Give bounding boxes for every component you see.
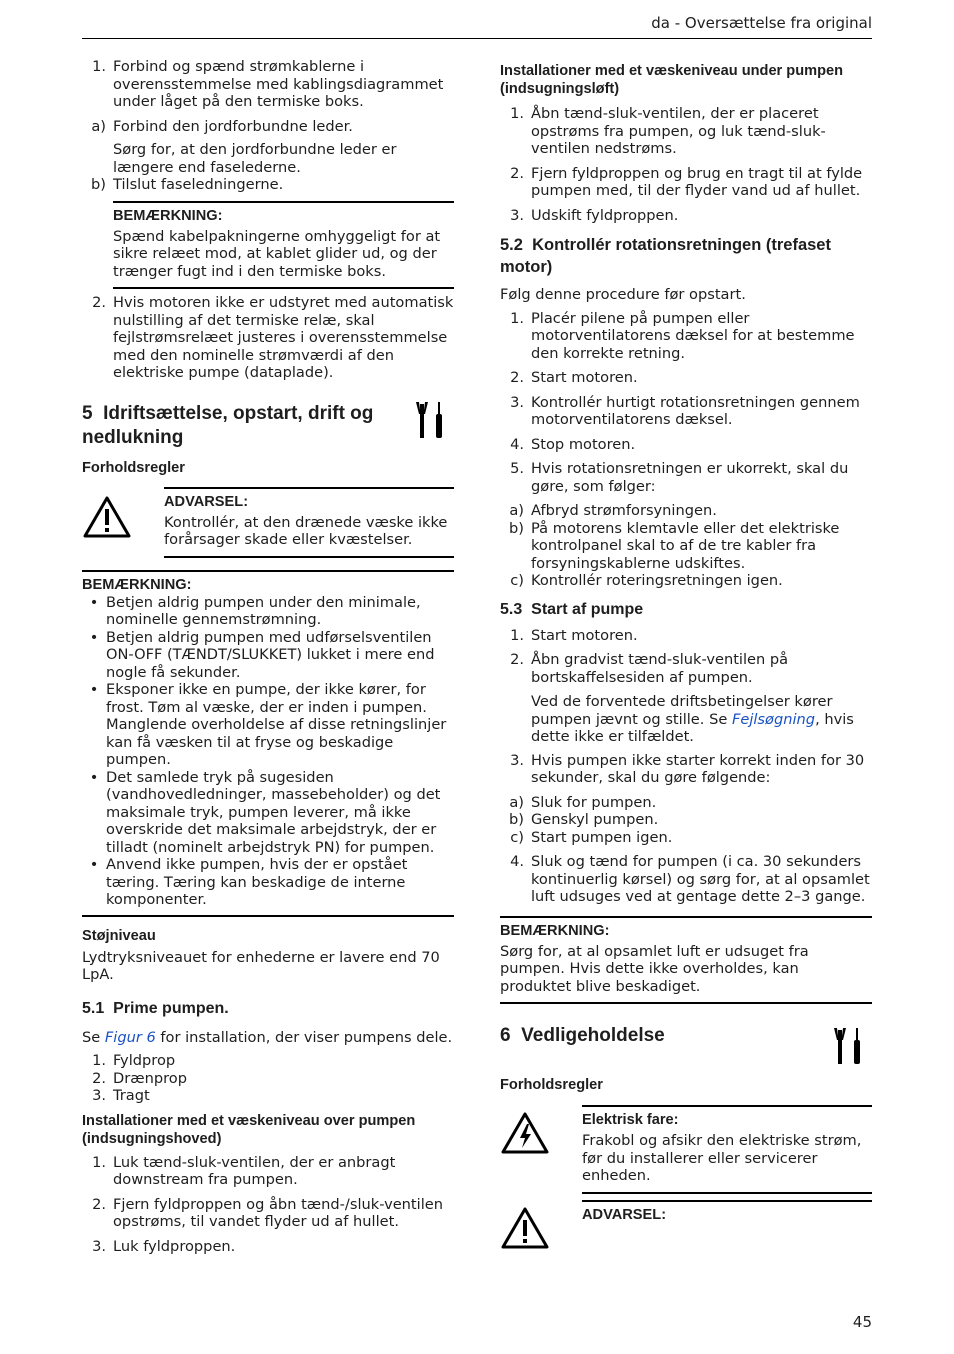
- warning-box: [500, 1200, 872, 1254]
- warning-rule: [164, 556, 454, 558]
- list-item: 2. Hvis motoren ikke er udstyret med automatisk nulstilling af det termiske relæ, skal fejlstrømsrelæet justeres i overensstemmelse med den nominelle strømværdi af den elektriske pumpe (dataplade).: [92, 294, 454, 381]
- note-rule: [82, 915, 454, 917]
- warning-label: ADVARSEL:: [164, 493, 249, 510]
- section-title: Vedligeholdelse: [521, 1025, 665, 1046]
- list-item: 1. Luk tænd-sluk-ventilen, der er anbragt downstream fra pumpen.: [92, 1153, 396, 1188]
- note-label: BEMÆRKNING:: [113, 207, 223, 224]
- list-item: 1. Åbn tænd-sluk-ventilen, der er placeret opstrøms fra pumpen, og luk tænd-sluk-ventilen nedstrøms.: [510, 105, 826, 157]
- right-column: [500, 62, 872, 1254]
- note-box: [113, 201, 454, 290]
- note-rule: [82, 570, 454, 572]
- note-rule: [500, 1002, 872, 1004]
- list-item: b) På motorens klemtavle eller det elektriske kontrolpanel skal to af de tre kabler fra forsyningskablerne udskiftes.: [509, 519, 840, 572]
- note-rule: [500, 916, 872, 918]
- note-rule: [113, 287, 454, 289]
- list-item: 1. Placér pilene på pumpen eller motorventilatorens dæksel for at bestemme den korrekte retning.: [510, 309, 855, 362]
- section-number: 6: [500, 1025, 511, 1046]
- section-heading: 5.1 Prime pumpen.: [82, 999, 229, 1017]
- list-item: a) Sluk for pumpen.: [509, 793, 657, 811]
- warning-rule: [582, 1192, 872, 1194]
- list-item: 3. Tragt: [92, 1087, 150, 1104]
- list-item: 1. Forbind og spænd strømkablerne i overensstemmelse med kablingsdiagrammet under låget på den termiske boks.: [92, 58, 444, 110]
- paragraph: Ved de forventede driftsbetingelser kører pumpen jævnt og stille. Se Fejlsøgning, hvis dette ikke er tilfældet.: [531, 693, 854, 745]
- paragraph: Sørg for, at den jordforbundne leder er længere end faselederne.: [113, 141, 397, 176]
- paragraph: Lydtryksniveauet for enhederne er lavere end 70 LpA.: [82, 948, 440, 983]
- list-item: 3. Hvis pumpen ikke starter korrekt inden for 30 sekunder, skal du gøre følgende:: [510, 751, 865, 786]
- warning-rule: [582, 1105, 872, 1107]
- list-item: 4. Sluk og tænd for pumpen (i ca. 30 sekunders kontinuerlig kørsel) og sørg for, at al opsamlet luft udsuges ved at gentage dette 2–3 gange.: [510, 853, 870, 905]
- section-heading: 5.2 Kontrollér rotationsretningen (trefaset motor): [500, 236, 831, 276]
- note-text: Spænd kabelpakningerne omhyggeligt for at sikre relæet mod, at kablet glider ud, og der trænger fugt ind i den termiske boks.: [113, 227, 441, 280]
- list-item: 2. Fjern fyldproppen og brug en tragt til at fylde pumpen med, til der flyder vand ud af hullet.: [510, 164, 863, 199]
- list-item: 1. Fyldprop: [92, 1052, 176, 1069]
- bullet-item: • Det samlede tryk på sugesiden (vandhovedledninger, massebeholder) og det maksimale tryk, pumpen leverer, må ikke overskride det maksimale arbejdstryk, der er tilladt (nominelt arbejdstryk PN) for pumpen.: [89, 768, 441, 856]
- warning-text: Frakobl og afsikr den elektriske strøm, før du installerer eller servicerer enheden.: [582, 1132, 862, 1184]
- list-item: 4. Stop motoren.: [510, 435, 636, 453]
- list-item: c) Start pumpen igen.: [510, 828, 673, 846]
- warning-text: Kontrollér, at den drænede væske ikke forårsager skade eller kvæstelser.: [164, 513, 448, 548]
- warning-triangle-icon: [82, 487, 164, 558]
- list-item: b) Tilslut faseledningerne.: [91, 176, 284, 193]
- paragraph: Se Figur 6 for installation, der viser pumpens dele.: [82, 1028, 453, 1046]
- section-number: 5: [82, 402, 93, 424]
- subheading: Installationer med et væskeniveau over pumpen (indsugningshoved): [82, 1112, 416, 1147]
- note-label: BEMÆRKNING:: [500, 922, 610, 939]
- warning-box: [82, 487, 454, 558]
- list-item: 5. Hvis rotationsretningen er ukorrekt, skal du gøre, som følger:: [510, 460, 849, 495]
- bullet-item: • Betjen aldrig pumpen under den minimale, nominelle gennemstrømning.: [89, 593, 421, 628]
- list-item: c) Kontrollér roteringsretningen igen.: [510, 572, 783, 589]
- subheading: Installationer med et væskeniveau under pumpen (indsugningsløft): [500, 63, 844, 97]
- warning-rule: [582, 1200, 872, 1202]
- subheading: Forholdsregler: [500, 1077, 603, 1093]
- note-rule: [113, 201, 454, 203]
- page-number: 45: [852, 1313, 872, 1331]
- note-text: Sørg for, at al opsamlet luft er udsuget fra pumpen. Hvis dette ikke overholdes, kan produktet blive beskadiget.: [500, 942, 809, 995]
- figure-link[interactable]: Figur 6: [104, 1028, 156, 1046]
- section-title: Idriftsættelse, opstart, drift og nedlukning: [82, 402, 374, 448]
- troubleshooting-link[interactable]: Fejlsøgning: [731, 710, 816, 728]
- warning-label: ADVARSEL:: [582, 1206, 667, 1223]
- header-rule: [82, 38, 872, 39]
- left-column: [82, 58, 454, 1262]
- list-item: b) Genskyl pumpen.: [509, 811, 659, 828]
- list-item: 2. Start motoren.: [510, 369, 638, 386]
- bullet-item: • Anvend ikke pumpen, hvis der er opstået tæring. Tæring kan beskadige de interne komponenter.: [89, 856, 408, 908]
- running-header: da - Oversættelse fra original: [651, 14, 872, 32]
- electric-hazard-box: [500, 1105, 872, 1194]
- bullet-item: • Betjen aldrig pumpen med udførselsventilen ON-OFF (TÆNDT/SLUKKET) lukket i mere end nogle få sekunder.: [89, 628, 435, 681]
- note-box: [500, 916, 872, 1005]
- tools-icon: [832, 1026, 872, 1070]
- section-heading: [82, 402, 454, 450]
- warning-rule: [164, 487, 454, 489]
- list-item: 3. Kontrollér hurtigt rotationsretningen gennem motorventilatorens dæksel.: [510, 393, 860, 428]
- paragraph: Følg denne procedure før opstart.: [500, 286, 746, 303]
- warning-label: Elektrisk fare:: [582, 1112, 679, 1128]
- warning-triangle-icon: [500, 1200, 582, 1254]
- section-heading: 5.3 Start af pumpe: [500, 600, 644, 618]
- list-item: 3. Luk fyldproppen.: [92, 1237, 236, 1255]
- bullet-item: • Eksponer ikke en pumpe, der ikke kører, for frost. Tøm al væske, der er inden i pumpen. Manglende overholdelse af disse retningslinjer kan få væsken til at fryse og beskadige pumpen.: [89, 681, 447, 768]
- section-heading: [500, 1024, 872, 1070]
- list-item: a) Forbind den jordforbundne leder.: [91, 117, 353, 135]
- list-item: a) Afbryd strømforsyningen.: [509, 502, 717, 519]
- list-item: 2. Fjern fyldproppen og åbn tænd-/sluk-ventilen opstrøms, til vandet flyder ud af hullet.: [92, 1195, 443, 1230]
- list-item: 1. Start motoren.: [510, 626, 638, 644]
- subheading: Støjniveau: [82, 927, 156, 944]
- list-item: 2. Drænprop: [92, 1069, 187, 1087]
- note-box: [82, 570, 454, 917]
- tools-icon: [414, 400, 454, 444]
- electric-hazard-icon: [500, 1105, 582, 1194]
- note-label: BEMÆRKNING:: [82, 576, 192, 593]
- list-item: 2. Åbn gradvist tænd-sluk-ventilen på bortskaffelsesiden af pumpen.: [510, 651, 789, 686]
- subheading: Forholdsregler: [82, 459, 185, 476]
- list-item: 3. Udskift fyldproppen.: [510, 206, 679, 224]
